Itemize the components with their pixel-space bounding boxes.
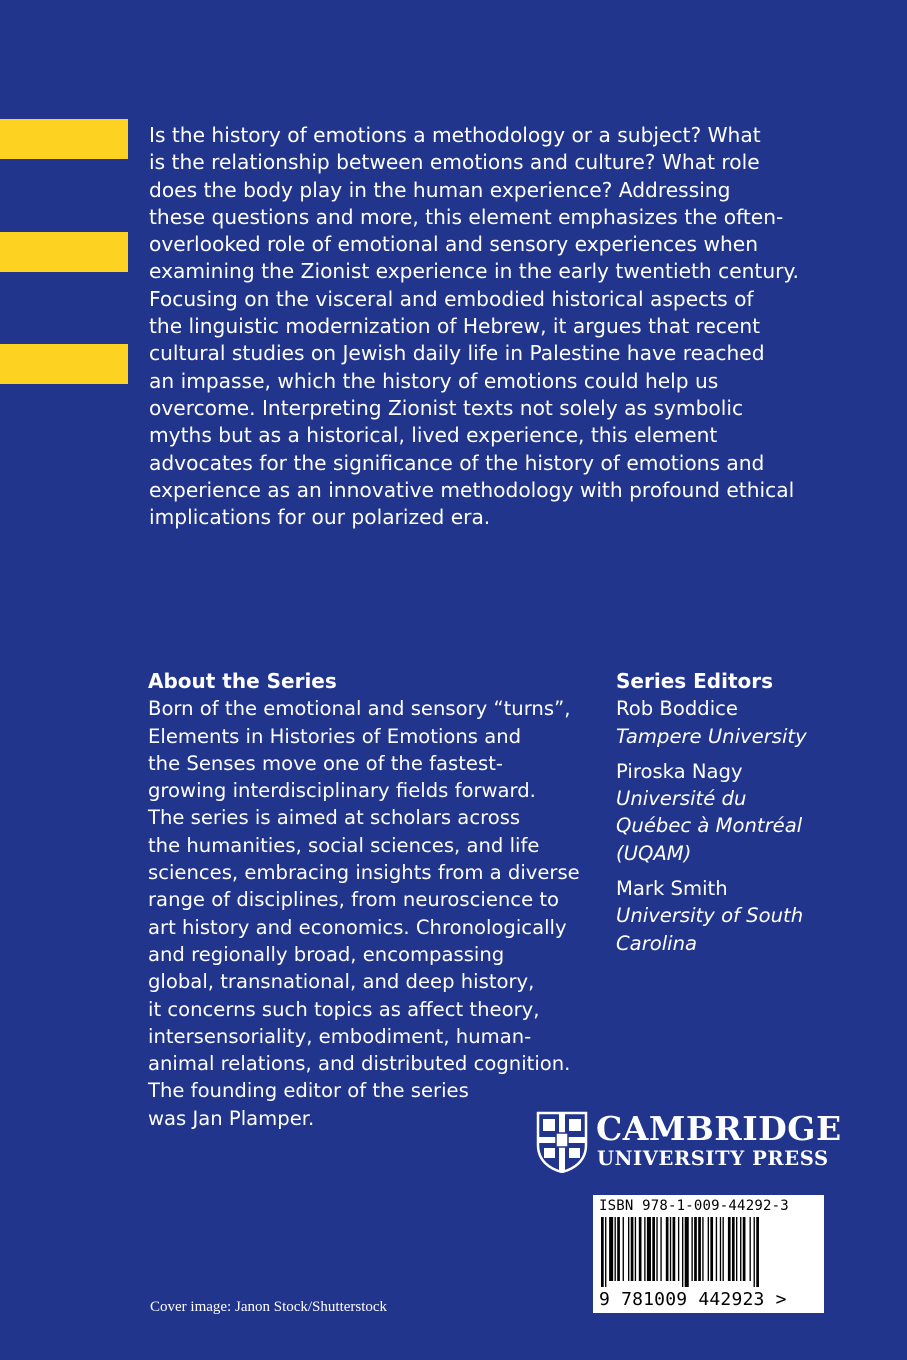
editor-affiliation: University of South Carolina xyxy=(616,904,804,955)
barcode-bar xyxy=(698,1217,701,1281)
barcode-bar xyxy=(716,1217,717,1281)
barcode-bar xyxy=(670,1217,671,1281)
barcode-digits: 9 781009 442923 > xyxy=(599,1289,787,1310)
barcode-bar xyxy=(615,1217,616,1281)
barcode-bar xyxy=(710,1217,713,1281)
barcode-bar xyxy=(743,1217,746,1281)
barcode-bar xyxy=(720,1217,721,1281)
book-description: Is the history of emotions a methodology or a subject? What is the relationship between emotions and culture? What role does the body play in the human experience? Addressing these questions and more, this element emphasizes the often- overlooked role of emotional and sensory experiences when examining the Zionist experience in the early twentieth century. Focusing on the visceral and embodied historical aspects of the linguistic modernization of Hebrew, it argues that recent cultural studies on Jewish daily life in Palestine have reached an impasse, which the history of emotions could help us overcome. Interpreting Zionist texts not solely as symbolic myths but as a historical, lived experience, this element advocates for the significance of the history of emotions and experience as an innovative methodology with profound ethical implications for our polarized era. xyxy=(149,123,799,530)
barcode-bar xyxy=(736,1217,737,1281)
barcode-bar xyxy=(702,1217,703,1281)
barcode-bar xyxy=(694,1217,697,1281)
accent-bar-top xyxy=(0,119,128,159)
editor-name: Rob Boddice xyxy=(616,697,738,721)
barcode-bar xyxy=(708,1217,709,1281)
editors-heading: Series Editors xyxy=(616,669,774,693)
barcode-bar xyxy=(682,1217,683,1287)
barcode-bar xyxy=(754,1217,755,1287)
editor-affiliation: Tampere University xyxy=(616,724,807,748)
barcode-bar xyxy=(732,1217,735,1281)
about-the-series xyxy=(148,668,608,1132)
barcode-bar xyxy=(647,1217,651,1281)
editor-affiliation: Université du Québec à Montréal (UQAM) xyxy=(616,787,803,865)
editor-name: Mark Smith xyxy=(616,877,728,901)
editor-entry xyxy=(616,758,876,867)
barcode-bar xyxy=(635,1217,636,1281)
barcode-bar xyxy=(660,1217,661,1281)
isbn-label: ISBN 978-1-009-44292-3 xyxy=(599,1198,789,1214)
barcode-bar xyxy=(691,1217,692,1281)
barcode-bars xyxy=(599,1217,815,1287)
about-text: Born of the emotional and sensory “turns”, Elements in Histories of Emotions and the Senses move one of the fastest- growing interdisciplinary fields forward. The series is aimed at scholars across the humanities, social sciences, and life sciences, embracing insights from a diverse range of disciplines, from neuroscience to art history and economics. Chronologically and regionally broad, encompassing global, transnational, and deep history, it concerns such topics as affect theory, intersensoriality, embodiment, human- animal relations, and distributed cognition. The founding editor of the series was Jan Plamper. xyxy=(148,697,580,1130)
barcode-bar xyxy=(728,1217,731,1281)
barcode-bar xyxy=(617,1217,620,1281)
cover-credit: Cover image: Janon Stock/Shutterstock xyxy=(150,1299,388,1315)
series-editors xyxy=(616,668,876,965)
accent-bar-middle xyxy=(0,232,128,272)
editor-entry xyxy=(616,875,876,957)
barcode-bar xyxy=(666,1217,669,1281)
accent-bar-bottom xyxy=(0,344,128,384)
publisher-subtitle: UNIVERSITY PRESS xyxy=(597,1147,829,1170)
editor-name: Piroska Nagy xyxy=(616,759,743,783)
barcode-bar xyxy=(605,1217,606,1287)
cambridge-logo xyxy=(536,1109,842,1175)
barcode-bar xyxy=(628,1217,629,1281)
barcode-bar xyxy=(601,1217,604,1287)
barcode-bar xyxy=(750,1217,751,1281)
barcode-bar xyxy=(656,1217,657,1281)
barcode-bar xyxy=(740,1217,741,1281)
barcode-bar xyxy=(723,1217,724,1281)
about-heading: About the Series xyxy=(148,669,337,693)
barcode-bar xyxy=(644,1217,645,1281)
barcode-bar xyxy=(685,1217,689,1287)
barcode-bar xyxy=(673,1217,676,1281)
barcode-bar xyxy=(678,1217,679,1281)
barcode-bar xyxy=(623,1217,624,1281)
barcode-bar xyxy=(639,1217,642,1281)
editor-entry xyxy=(616,695,876,750)
publisher-name: CAMBRIDGE xyxy=(596,1109,842,1148)
barcode-bar xyxy=(652,1217,655,1281)
barcode-bar xyxy=(609,1217,613,1281)
barcode-bar xyxy=(756,1217,759,1287)
shield-icon xyxy=(536,1111,588,1173)
barcode-bar xyxy=(631,1217,634,1281)
barcode xyxy=(593,1195,824,1313)
